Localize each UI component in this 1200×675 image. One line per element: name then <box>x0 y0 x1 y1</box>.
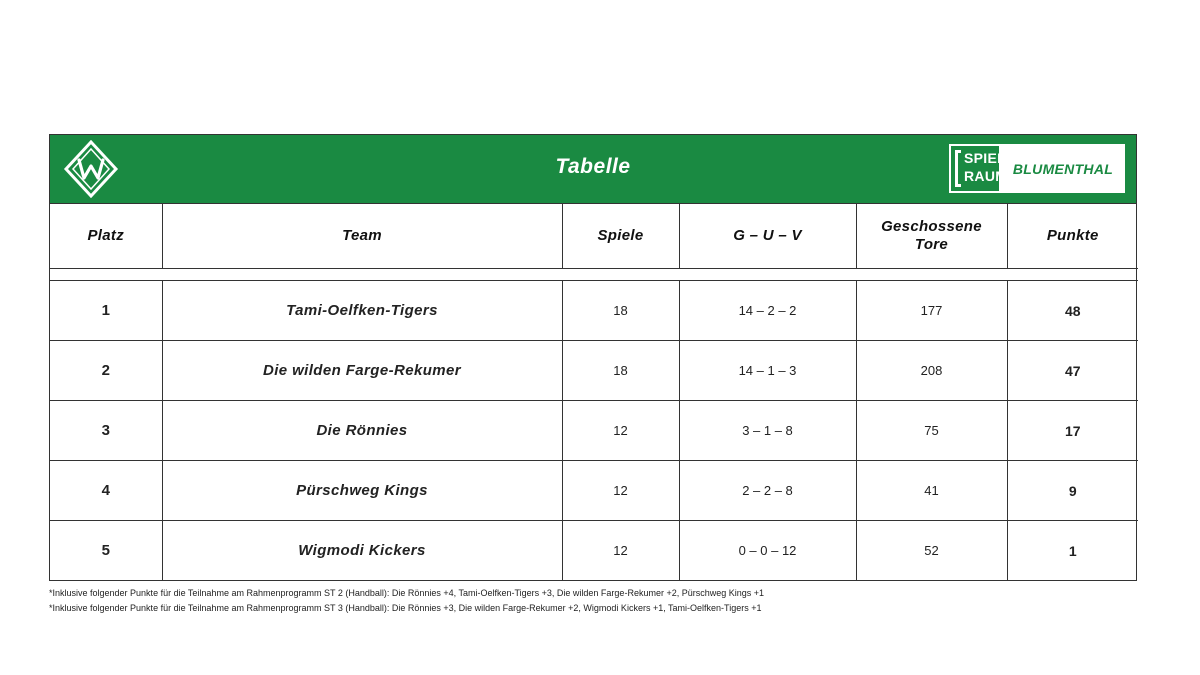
column-header-tore-line2: Tore <box>914 236 949 253</box>
cell-team: Tami-Oelfken-Tigers <box>162 281 562 341</box>
cell-tore: 41 <box>856 461 1007 521</box>
table-row <box>50 281 1138 341</box>
cell-guv: 14 – 1 – 3 <box>679 341 856 401</box>
footnotes <box>49 586 764 616</box>
brand-word-spiel: SPIEL <box>964 150 1006 166</box>
table-title: Tabelle <box>555 155 631 178</box>
cell-platz: 5 <box>50 521 162 581</box>
table-banner <box>50 135 1136 204</box>
cell-platz: 2 <box>50 341 162 401</box>
cell-team: Die wilden Farge-Rekumer <box>162 341 562 401</box>
table-header-row <box>50 204 1138 269</box>
cell-tore: 208 <box>856 341 1007 401</box>
cell-platz: 4 <box>50 461 162 521</box>
column-header-platz: Platz <box>50 204 162 269</box>
cell-spiele: 12 <box>562 461 679 521</box>
cell-punkte: 47 <box>1007 341 1138 401</box>
column-header-tore <box>856 204 1007 269</box>
cell-spiele: 12 <box>562 521 679 581</box>
brand-word-raum: RAUM <box>964 168 1008 184</box>
footnote-st3: *Inklusive folgender Punkte für die Teilnahme am Rahmenprogramm ST 3 (Handball): Die Rönnies +3, Die wilden Farge-Rekumer +2, Wigmodi Kickers +1, Tami-Oelfken-Tigers +1 <box>49 603 762 613</box>
cell-team: Pürschweg Kings <box>162 461 562 521</box>
column-header-tore-line1: Geschossene <box>881 218 982 235</box>
bracket-shape <box>955 150 961 187</box>
cell-team: Wigmodi Kickers <box>162 521 562 581</box>
column-header-spiele: Spiele <box>562 204 679 269</box>
column-header-team: Team <box>162 204 562 269</box>
cell-platz: 1 <box>50 281 162 341</box>
header-spacer-row <box>50 269 1138 281</box>
cell-guv: 14 – 2 – 2 <box>679 281 856 341</box>
cell-guv: 0 – 0 – 12 <box>679 521 856 581</box>
table-row <box>50 461 1138 521</box>
cell-spiele: 18 <box>562 341 679 401</box>
cell-punkte: 48 <box>1007 281 1138 341</box>
spielraum-mark <box>949 144 1008 193</box>
footnote-st2: *Inklusive folgender Punkte für die Teilnahme am Rahmenprogramm ST 2 (Handball): Die Rönnies +4, Tami-Oelfken-Tigers +3, Die wilden Farge-Rekumer +2, Pürschweg Kings +1 <box>49 588 765 598</box>
standings-table-container <box>49 134 1137 581</box>
standings-table <box>50 204 1138 580</box>
table-row <box>50 341 1138 401</box>
cell-tore: 75 <box>856 401 1007 461</box>
cell-guv: 3 – 1 – 8 <box>679 401 856 461</box>
cell-spiele: 12 <box>562 401 679 461</box>
cell-punkte: 1 <box>1068 542 1077 559</box>
brand-name: BLUMENTHAL <box>1012 160 1114 177</box>
spielraum-brand-logo <box>949 144 1125 193</box>
cell-punkte: 9 <box>1007 461 1138 521</box>
column-header-guv: G – U – V <box>679 204 856 269</box>
spacer-cell <box>50 269 1138 281</box>
cell-punkte: 17 <box>1007 401 1138 461</box>
cell-tore: 177 <box>856 281 1007 341</box>
cell-platz: 3 <box>50 401 162 461</box>
cell-team: Die Rönnies <box>162 401 562 461</box>
table-row <box>50 401 1138 461</box>
cell-tore: 52 <box>856 521 1007 581</box>
column-header-punkte: Punkte <box>1007 204 1138 269</box>
cell-spiele: 18 <box>562 281 679 341</box>
cell-guv: 2 – 2 – 8 <box>679 461 856 521</box>
table-row <box>50 521 1138 581</box>
